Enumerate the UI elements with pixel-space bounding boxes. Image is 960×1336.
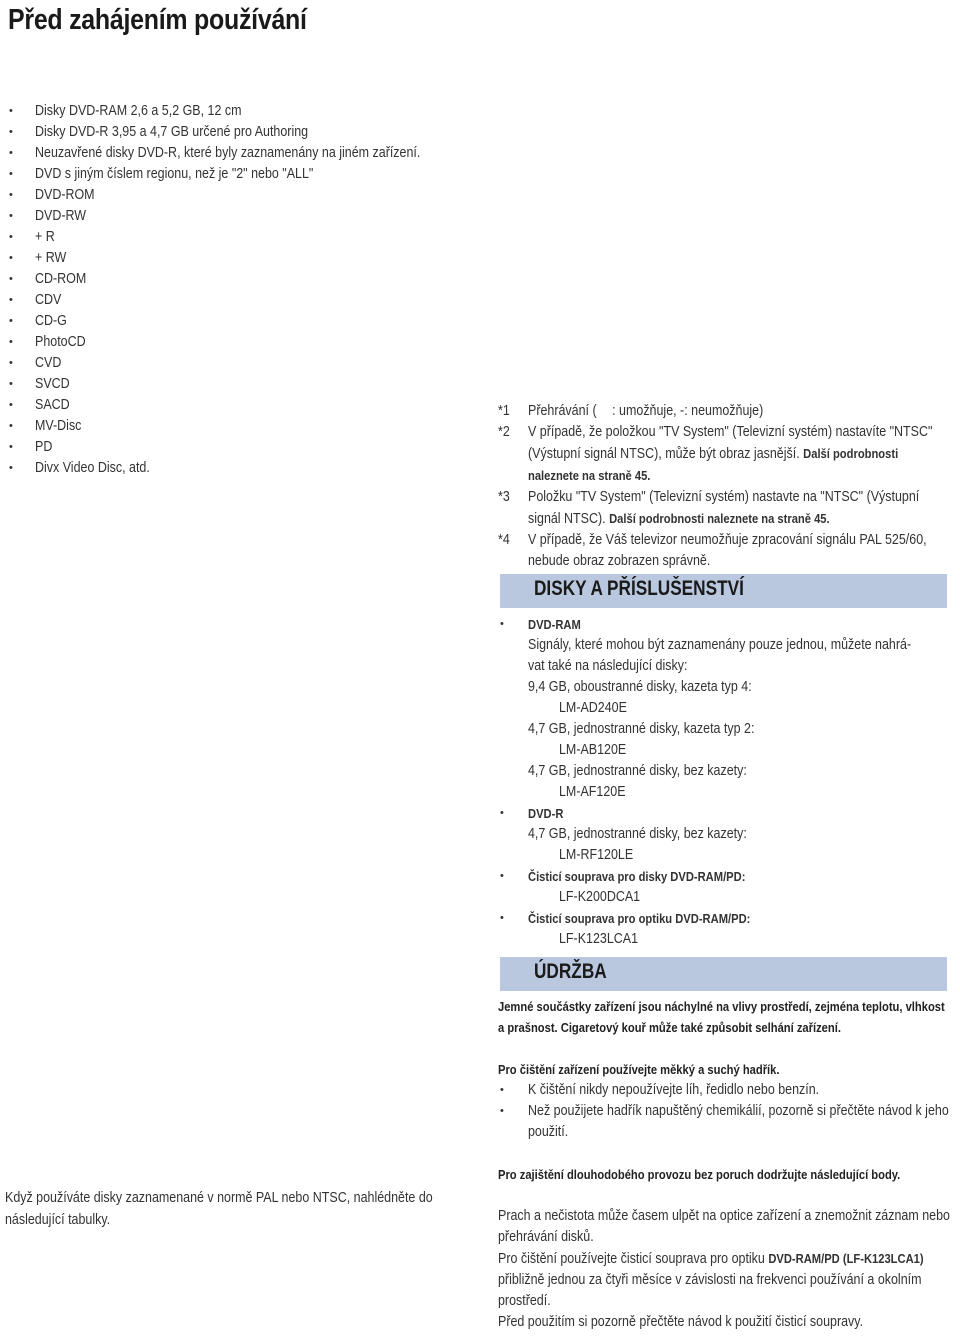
bullet-icon: •: [9, 126, 13, 138]
disc-type: DVD-RW: [35, 208, 87, 224]
footnote-text: Položku "TV System" (Televizní systém) nastavte na "NTSC" (Výstupní signál NTSC).: [528, 489, 920, 527]
disc-type: Divx Video Disc, atd.: [35, 460, 150, 476]
disc-type: + R: [35, 229, 55, 245]
list-item: [0, 395, 483, 416]
bullet-icon: •: [500, 807, 504, 819]
disc-type: CD-ROM: [35, 271, 87, 287]
item-text: 4,7 GB, jednostranné disky, bez kazety:: [528, 763, 747, 779]
item-text: vat také na následující disky:: [528, 658, 688, 674]
disc-type: CVD: [35, 355, 62, 371]
bullet-icon: •: [9, 336, 13, 348]
bullet-icon: •: [500, 870, 504, 882]
disc-type: Disky DVD-RAM 2,6 a 5,2 GB, 12 cm: [35, 103, 242, 119]
disc-type: MV-Disc: [35, 418, 82, 434]
footnote-text: V případě, že položkou "TV System" (Televizní systém) nastavíte "NTSC" (Výstupní signál NTSC), může být obraz jasnější.: [528, 424, 933, 462]
item-heading: DVD-R: [528, 806, 564, 821]
bullet-icon: •: [9, 147, 13, 159]
footnote-4: [498, 530, 953, 572]
list-item: [0, 416, 483, 437]
model-number: LM-AB120E: [559, 742, 627, 758]
note-text: Když používáte disky zaznamenané v normě PAL nebo NTSC, nahlédněte do následující tabulky.: [5, 1190, 433, 1228]
footnote-number: *4: [498, 532, 510, 548]
footnote-reference: Další podrobnosti naleznete na straně 45.: [609, 511, 830, 526]
disc-type: Disky DVD-R 3,95 a 4,7 GB určené pro Authoring: [35, 124, 309, 140]
list-item: [0, 290, 483, 311]
list-item: [0, 437, 483, 458]
list-item: [0, 227, 483, 248]
cloth-instruction: Pro čištění zařízení používejte měkký a suchý hadřík.: [498, 1062, 780, 1077]
maintenance-section: [498, 996, 953, 1333]
maintenance-heading-bar: [500, 957, 947, 991]
list-item: [498, 866, 953, 887]
page-title: Před zahájením používání: [8, 4, 307, 36]
footnote-number: *1: [498, 403, 510, 419]
accessories-list: [498, 614, 953, 950]
disc-type: CD-G: [35, 313, 67, 329]
footnote-text: : umožňuje, -: neumožňuje): [608, 403, 764, 419]
item-text: Než použijete hadřík napuštěný chemikálií, pozorně si přečtěte návod k jeho použití.: [528, 1103, 949, 1140]
list-item: [0, 374, 483, 395]
paragraph-text: přibližně jednou za čtyři měsíce v závislosti na frekvenci používání a okolním prostředí.: [498, 1272, 922, 1309]
list-item: [0, 269, 483, 290]
bullet-icon: •: [9, 294, 13, 306]
footnote-text: V případě, že Váš televizor neumožňuje zpracování signálu PAL 525/60, nebude obraz zobrazen správně.: [528, 532, 927, 569]
footnote-reference: Další podrobnosti naleznete na straně 45.: [528, 446, 899, 483]
item-text: 4,7 GB, jednostranné disky, kazeta typ 2:: [528, 721, 755, 737]
list-item: [498, 1101, 953, 1143]
item-heading: DVD-RAM: [528, 617, 581, 632]
disc-type: SACD: [35, 397, 70, 413]
bullet-icon: •: [9, 420, 13, 432]
footnote-number: *3: [498, 489, 510, 505]
footnote-text: Přehrávání (: [528, 403, 597, 419]
bullet-icon: •: [9, 441, 13, 453]
maintenance-intro: Jemné součástky zařízení jsou náchylné na vlivy prostředí, zejména teplotu, vlhkost: [498, 999, 945, 1014]
footnote-3: [498, 487, 953, 530]
list-item: [498, 1080, 953, 1101]
list-item: [0, 143, 483, 164]
bullet-icon: •: [500, 1105, 504, 1117]
paragraph: [498, 1248, 954, 1312]
footnotes: [498, 401, 953, 572]
list-item: [0, 185, 483, 206]
bullet-icon: •: [500, 1084, 504, 1096]
maintenance-heading: ÚDRŽBA: [534, 960, 607, 983]
model-number: LM-AD240E: [559, 700, 627, 716]
product-reference: DVD-RAM/PD (LF-K123LCA1): [768, 1251, 924, 1266]
bullet-icon: •: [9, 168, 13, 180]
list-item: [0, 101, 483, 122]
item-heading: Čisticí souprava pro optiku DVD-RAM/PD:: [528, 911, 751, 926]
bullet-icon: •: [9, 462, 13, 474]
footnote-number: *2: [498, 424, 510, 440]
list-item: [498, 908, 953, 929]
bullet-icon: •: [9, 189, 13, 201]
list-item: [0, 206, 483, 227]
item-text: Signály, které mohou být zaznamenány pouze jednou, můžete nahrá-: [528, 637, 912, 653]
list-item: [0, 458, 483, 479]
item-heading: Čisticí souprava pro disky DVD-RAM/PD:: [528, 869, 746, 884]
paragraph-text: Pro čištění používejte čisticí souprava pro optiku: [498, 1251, 769, 1267]
bullet-icon: •: [9, 273, 13, 285]
disc-type: + RW: [35, 250, 67, 266]
longrun-heading: Pro zajištění dlouhodobého provozu bez poruch dodržujte následující body.: [498, 1167, 901, 1182]
disc-type: SVCD: [35, 376, 70, 392]
bullet-icon: •: [500, 912, 504, 924]
list-item: [0, 353, 483, 374]
bullet-icon: •: [9, 315, 13, 327]
item-text: K čištění nikdy nepoužívejte líh, ředidlo nebo benzín.: [528, 1082, 820, 1098]
disc-type: PD: [35, 439, 53, 455]
list-item: [0, 164, 483, 185]
disc-type: DVD s jiným číslem regionu, než je "2" nebo "ALL": [35, 166, 314, 182]
list-item: [0, 332, 483, 353]
unplayable-disc-list: [0, 101, 483, 479]
footnote-2: [498, 422, 953, 487]
footnote-1: [498, 401, 953, 422]
bullet-icon: •: [500, 618, 504, 630]
bullet-icon: •: [9, 357, 13, 369]
model-number: LM-RF120LE: [559, 847, 634, 863]
model-number: LF-K200DCA1: [559, 889, 641, 905]
paragraph: Před použitím si pozorně přečtěte návod k použití čisticí soupravy.: [498, 1314, 864, 1330]
item-text: 9,4 GB, oboustranné disky, kazeta typ 4:: [528, 679, 752, 695]
bullet-icon: •: [9, 210, 13, 222]
disc-type: CDV: [35, 292, 62, 308]
disc-type: PhotoCD: [35, 334, 86, 350]
item-text: 4,7 GB, jednostranné disky, bez kazety:: [528, 826, 747, 842]
list-item: [0, 122, 483, 143]
accessories-heading: DISKY A PŘÍSLUŠENSTVÍ: [534, 577, 744, 600]
maintenance-intro: a prašnost. Cigaretový kouř může také způsobit selhání zařízení.: [498, 1020, 841, 1035]
disc-type: Neuzavřené disky DVD-R, které byly zaznamenány na jiném zařízení.: [35, 145, 421, 161]
model-number: LF-K123LCA1: [559, 931, 639, 947]
list-item: [498, 614, 953, 635]
disc-type: DVD-ROM: [35, 187, 95, 203]
paragraph: Prach a nečistota může časem ulpět na optice zařízení a znemožnit záznam nebo přehrávání disků.: [498, 1208, 950, 1245]
bullet-icon: •: [9, 252, 13, 264]
bullet-icon: •: [9, 378, 13, 390]
pal-ntsc-note: [5, 1187, 465, 1231]
bullet-icon: •: [9, 105, 13, 117]
bullet-icon: •: [9, 231, 13, 243]
accessories-heading-bar: [500, 574, 947, 608]
list-item: [498, 803, 953, 824]
model-number: LM-AF120E: [559, 784, 626, 800]
list-item: [0, 311, 483, 332]
bullet-icon: •: [9, 399, 13, 411]
list-item: [0, 248, 483, 269]
